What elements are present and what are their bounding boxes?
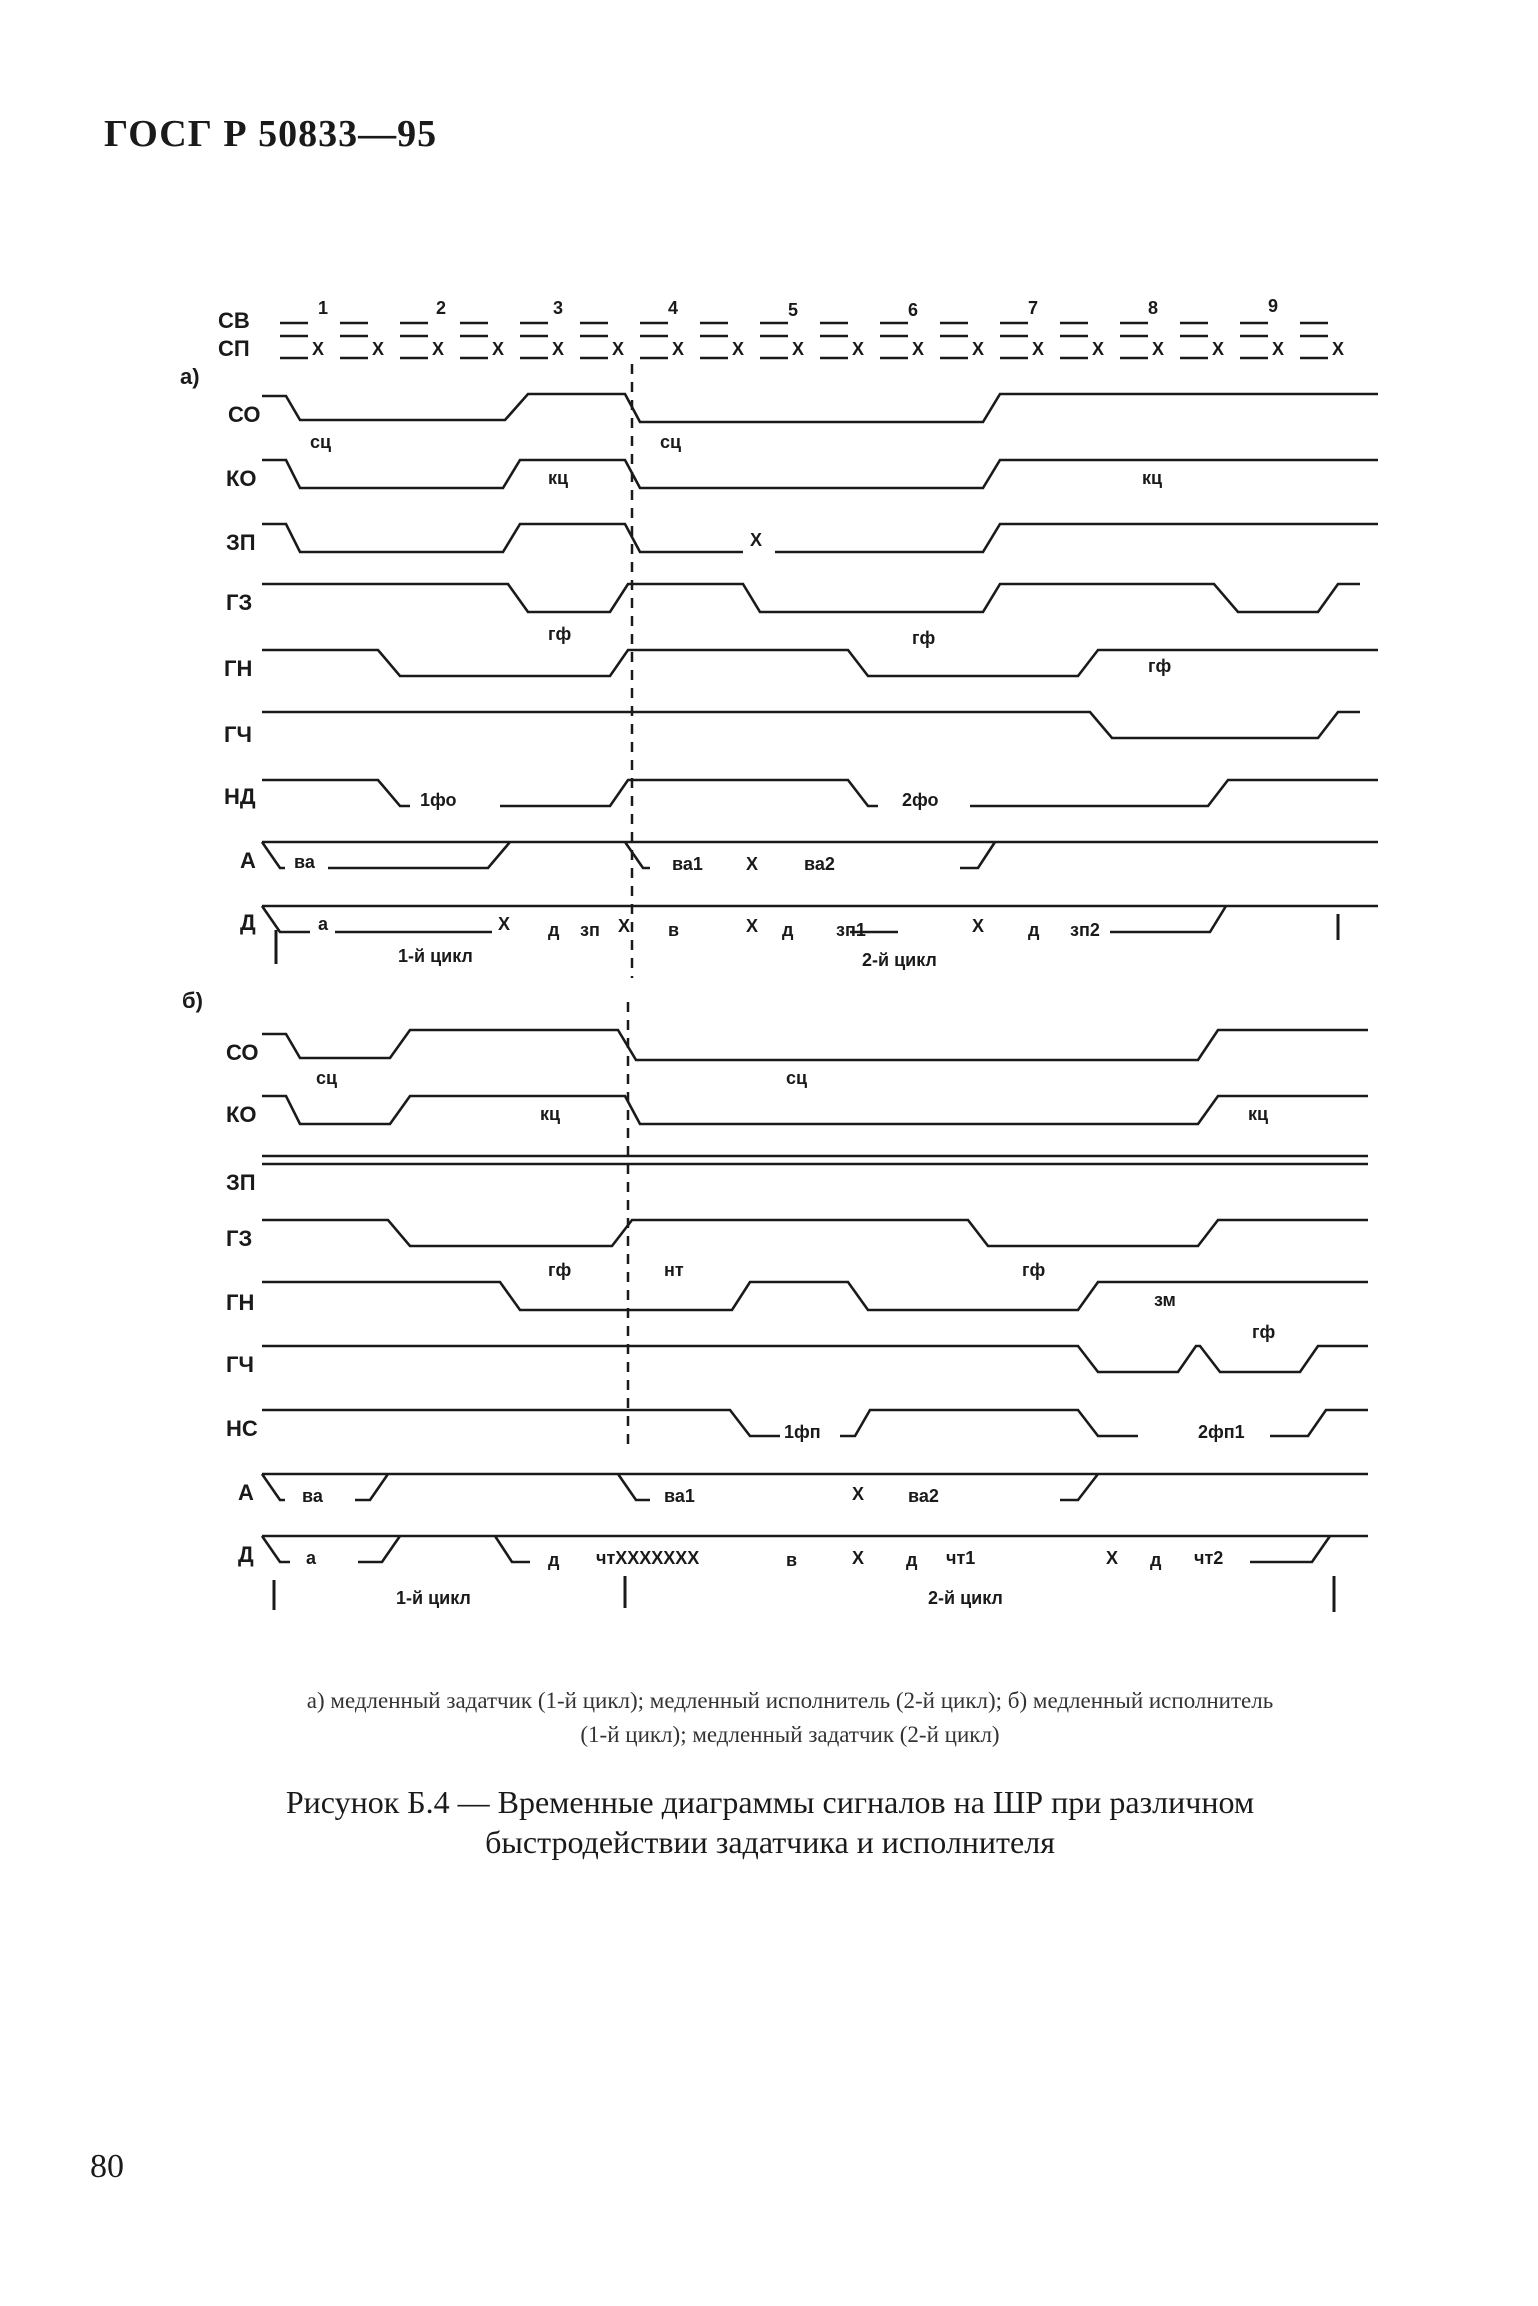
a-a-annot-x: X <box>746 854 759 874</box>
a-a-annot-va1: ва1 <box>672 854 703 874</box>
a-d-annot-zp2: зп2 <box>1070 920 1100 940</box>
a-gz-label: ГЗ <box>226 590 253 615</box>
b-gn-wave <box>262 1282 1368 1310</box>
b-gch-annot-gf: гф <box>1252 1322 1276 1342</box>
b-zp-wave <box>262 1156 1368 1164</box>
a-d-annot-a: а <box>318 914 329 934</box>
sp-bus-crossover: X <box>612 339 625 359</box>
b-ko-label: КО <box>226 1102 257 1127</box>
a-so-annot-1: сц <box>310 432 332 452</box>
part-b-signal-labels <box>226 1040 258 1567</box>
sp-bus-crossover: X <box>492 339 505 359</box>
b-zp-label: ЗП <box>226 1170 256 1195</box>
sp-bus-crossover: X <box>972 339 985 359</box>
b-d-annot-a: а <box>306 1548 317 1568</box>
part-b-waveforms <box>262 1030 1368 1612</box>
a-d-annot-x3: X <box>746 916 759 936</box>
cycle-number-4: 4 <box>668 298 679 318</box>
b-d-annot-d1: д <box>548 1550 560 1570</box>
page-number: 80 <box>90 2148 124 2185</box>
sp-bus-crossover: X <box>792 339 805 359</box>
sp-bus-crossover: X <box>672 339 685 359</box>
a-zp-annot-x: X <box>750 530 763 550</box>
b-gch-label: ГЧ <box>226 1352 254 1377</box>
b-d-annot-d2: д <box>906 1550 918 1570</box>
sp-bus-crossover: X <box>852 339 865 359</box>
sv-signal-label: СВ <box>218 308 250 333</box>
b-ns-annot-2: 2фп1 <box>1198 1422 1245 1442</box>
part-a-signal-labels <box>224 402 260 935</box>
cycle-number-5: 5 <box>788 300 799 320</box>
sp-bus-crossover: X <box>1152 339 1165 359</box>
cycle-number-3: 3 <box>553 298 564 318</box>
a-so-wave <box>262 394 1378 422</box>
part-a-annotations <box>294 432 1171 970</box>
b-gz-annot-2: гф <box>1022 1260 1046 1280</box>
b-d-annot-cht1: чт1 <box>946 1548 976 1568</box>
sp-signal-label: СП <box>218 336 250 361</box>
b-a-annot-x: X <box>852 1484 865 1504</box>
cycle-number-6: 6 <box>908 300 919 320</box>
a-gz-annot-2: гф <box>912 628 936 648</box>
b-so-annot-1: сц <box>316 1068 338 1088</box>
sp-waveform <box>280 336 1344 359</box>
a-d-annot-zp1: зп1 <box>836 920 866 940</box>
b-d-annot-v: в <box>786 1550 798 1570</box>
a-nd-label: НД <box>224 784 256 809</box>
sp-bus-crossover: X <box>1092 339 1105 359</box>
sp-bus-crossover: X <box>1332 339 1345 359</box>
a-d-annot-x2: X <box>618 916 631 936</box>
b-so-label: СО <box>226 1040 259 1065</box>
b-a-annot-va2: ва2 <box>908 1486 939 1506</box>
b-d-annot-d3: д <box>1150 1550 1162 1570</box>
b-ko-wave <box>262 1096 1368 1124</box>
a-d-label: Д <box>240 910 256 935</box>
sp-bus-crossover: X <box>372 339 385 359</box>
b-d-annot-cht2: чт2 <box>1194 1548 1224 1568</box>
a-cycle-1-label: 1-й цикл <box>398 946 473 966</box>
top-bus-rows <box>218 296 1344 361</box>
a-gz-wave <box>262 584 1360 612</box>
a-cycle-2-label: 2-й цикл <box>862 950 937 970</box>
b-ko-annot-2: кц <box>1248 1104 1269 1124</box>
a-so-label: СО <box>228 402 261 427</box>
b-ko-annot-1: кц <box>540 1104 561 1124</box>
b-gz-annot-nt: нт <box>664 1260 684 1280</box>
b-cycle-1-label: 1-й цикл <box>396 1588 471 1608</box>
b-gn-annot-zm: зм <box>1154 1290 1176 1310</box>
figure-footnote-line-2: (1-й цикл); медленный задатчик (2-й цикл) <box>580 1722 1000 1747</box>
b-so-annot-2: сц <box>786 1068 808 1088</box>
a-a-label: А <box>240 848 256 873</box>
b-d-annot-x2: X <box>1106 1548 1119 1568</box>
b-ns-label: НС <box>226 1416 258 1441</box>
a-ko-annot-2: кц <box>1142 468 1163 488</box>
b-a-wave <box>262 1474 1368 1500</box>
figure-caption-line-2: быстродействии задатчика и исполнителя <box>485 1824 1055 1860</box>
sp-bus-crossover: X <box>1272 339 1285 359</box>
standard-header: ГОСГ Р 50833—95 <box>104 113 438 155</box>
b-gz-label: ГЗ <box>226 1226 253 1251</box>
a-ko-label: КО <box>226 466 257 491</box>
sp-bus-crossover: X <box>432 339 445 359</box>
a-a-annot-va: ва <box>294 852 315 872</box>
a-zp-label: ЗП <box>226 530 256 555</box>
b-gn-label: ГН <box>226 1290 255 1315</box>
b-d-annot-ch: чтXXXXXXX <box>596 1548 700 1568</box>
a-a-annot-va2: ва2 <box>804 854 835 874</box>
a-nd-annot-2: 2фо <box>902 790 939 810</box>
a-so-annot-2: сц <box>660 432 682 452</box>
a-gch-wave <box>262 712 1360 738</box>
a-gn-wave <box>262 650 1378 676</box>
sp-bus-crossover: X <box>552 339 565 359</box>
cycle-number-8: 8 <box>1148 298 1159 318</box>
sp-bus-crossover: X <box>312 339 325 359</box>
b-ns-annot-1: 1фп <box>784 1422 821 1442</box>
a-d-wave <box>262 906 1378 932</box>
address-cycle-numbers <box>318 296 1278 320</box>
a-nd-annot-1: 1фо <box>420 790 457 810</box>
cycle-number-9: 9 <box>1268 296 1279 316</box>
a-gn-label: ГН <box>224 656 253 681</box>
a-gch-label: ГЧ <box>224 722 252 747</box>
cycle-number-7: 7 <box>1028 298 1039 318</box>
b-a-annot-va1: ва1 <box>664 1486 695 1506</box>
a-d-annot-d2: д <box>782 920 794 940</box>
a-ko-annot-1: кц <box>548 468 569 488</box>
sp-bus-crossover: X <box>732 339 745 359</box>
sp-bus-crossover: X <box>1212 339 1225 359</box>
sp-bus-crossover: X <box>1032 339 1045 359</box>
b-gz-wave <box>262 1220 1368 1246</box>
a-d-annot-x1: X <box>498 914 511 934</box>
sp-bus-crossover: X <box>912 339 925 359</box>
figure-footnote-line-1: а) медленный задатчик (1-й цикл); медленный исполнитель (2-й цикл); б) медленный исполнитель <box>306 1688 1274 1713</box>
part-a-waveforms <box>262 394 1378 964</box>
a-d-annot-zp: зп <box>580 920 600 940</box>
part-a-label: а) <box>180 364 200 389</box>
cycle-number-2: 2 <box>436 298 447 318</box>
part-b-annotations <box>302 1068 1275 1608</box>
b-cycle-2-label: 2-й цикл <box>928 1588 1003 1608</box>
a-d-annot-d3: д <box>1028 920 1040 940</box>
b-a-annot-va: ва <box>302 1486 323 1506</box>
cycle-number-1: 1 <box>318 298 329 318</box>
b-gz-annot-1: гф <box>548 1260 572 1280</box>
b-d-annot-x1: X <box>852 1548 865 1568</box>
figure-caption-line-1: Рисунок Б.4 — Временные диаграммы сигналов на ШР при различном <box>285 1784 1255 1820</box>
a-ko-wave <box>262 460 1378 488</box>
a-d-annot-d1: д <box>548 920 560 940</box>
a-gz-annot-1: гф <box>548 624 572 644</box>
a-d-annot-x4: X <box>972 916 985 936</box>
a-zp-wave <box>262 524 1378 552</box>
b-a-label: А <box>238 1480 254 1505</box>
part-b-label: б) <box>182 988 203 1013</box>
b-gch-wave <box>262 1346 1368 1372</box>
b-d-label: Д <box>238 1542 254 1567</box>
a-d-annot-v: в <box>668 920 680 940</box>
b-so-wave <box>262 1030 1368 1060</box>
a-gn-annot-1: гф <box>1148 656 1172 676</box>
